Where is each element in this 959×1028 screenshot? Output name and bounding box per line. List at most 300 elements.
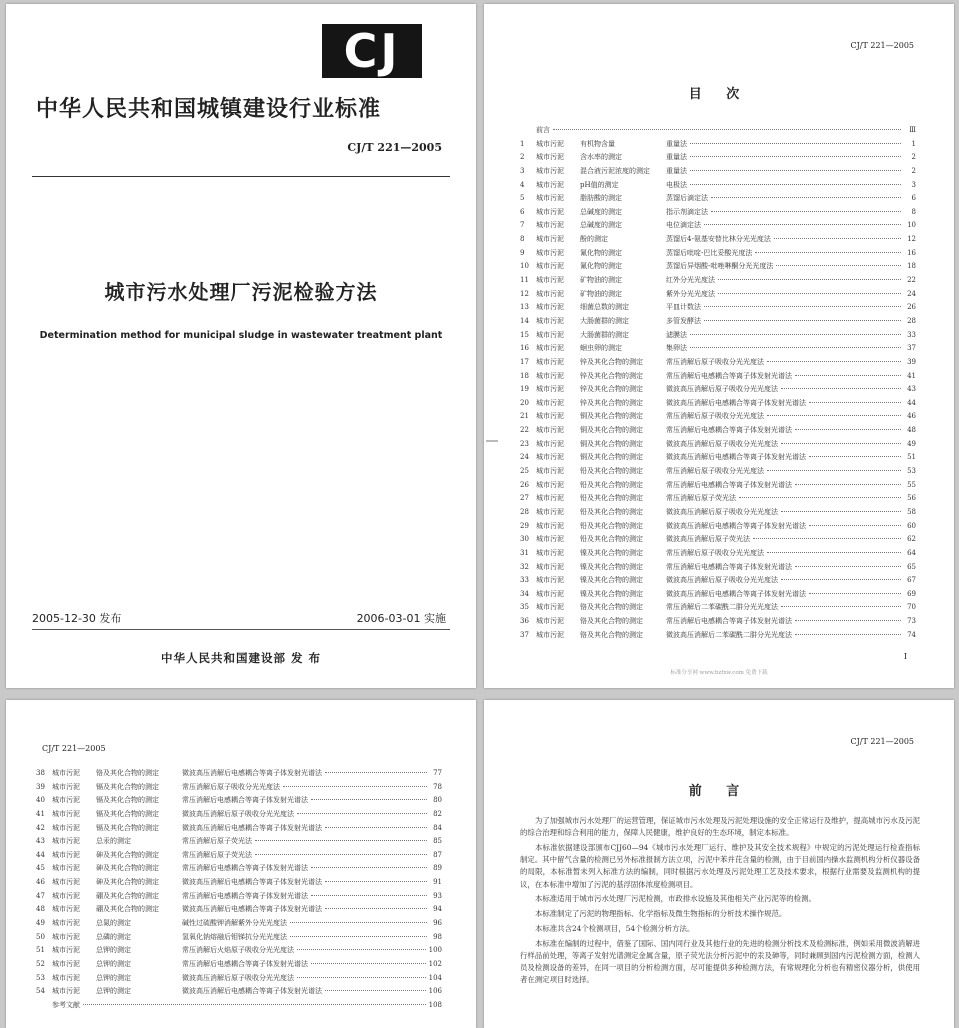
toc-entry-category: 城市污泥	[536, 357, 564, 366]
toc-entry[interactable]	[520, 233, 916, 247]
toc-entry[interactable]	[520, 397, 916, 411]
toc-entry[interactable]	[36, 794, 442, 808]
toc-entry-item: 有机物含量	[580, 139, 615, 148]
toc-entry-category: 城市污泥	[536, 398, 564, 407]
toc-entry-number: 31	[520, 548, 529, 557]
toc-entry-page: 6	[911, 194, 916, 203]
toc-entry-page: 28	[907, 316, 916, 325]
toc-entry-number: 52	[36, 959, 45, 968]
toc-entry[interactable]	[36, 917, 442, 931]
toc-entry-page: 100	[428, 946, 442, 955]
header-code: CJ/T 221—2005	[850, 737, 914, 746]
toc-entry-page: 51	[907, 453, 916, 462]
toc-entry[interactable]	[520, 288, 916, 302]
issue-date: 2005-12-30 发布	[32, 612, 122, 625]
toc-entry-item: 铬及其化合物的测定	[580, 617, 643, 626]
toc-entry-category: 城市污泥	[536, 153, 564, 162]
toc-entry-item: 铜及其化合物的测定	[580, 453, 643, 462]
toc-leader-dots	[795, 375, 901, 376]
toc-entry-number: 28	[520, 507, 529, 516]
toc-leader-dots	[809, 402, 901, 403]
toc-entry-page: 104	[428, 973, 442, 982]
toc-entry[interactable]	[520, 124, 916, 138]
toc-entry-method: 平皿计数法	[666, 303, 701, 312]
toc-entry-number: 8	[520, 235, 525, 244]
toc-entry-item: 总磷的测定	[96, 932, 131, 941]
toc-entry-method: 重量法	[666, 139, 687, 148]
toc-leader-dots	[809, 593, 901, 594]
toc-entry-item: 总碱度的测定	[580, 221, 622, 230]
toc-entry-page: 70	[907, 603, 916, 612]
foreword-body	[520, 815, 920, 989]
title-en: Determination method for municipal sludge in wastewater treatment plant	[39, 330, 443, 341]
toc-entry-method: 蒸馏后滴定法	[666, 194, 708, 203]
toc-entry[interactable]	[520, 151, 916, 165]
header-code: CJ/T 221—2005	[42, 744, 106, 753]
toc-entry-page: 1	[911, 139, 916, 148]
foreword-paragraph: 本标准共含24个检测项目，54个检测分析方法。	[535, 924, 695, 933]
toc-entry-category: 城市污泥	[536, 548, 564, 557]
toc-entry-item: 细菌总数的测定	[580, 303, 629, 312]
toc-entry-category: 城市污泥	[52, 946, 80, 955]
toc-entry[interactable]	[520, 601, 916, 615]
toc-leader-dots	[781, 388, 901, 389]
toc-entry-method: 微波高压消解后电感耦合等离子体发射光谱法	[182, 769, 322, 777]
toc-entry-category: 城市污泥	[52, 850, 80, 859]
toc-entry-item: 砷及其化合物的测定	[96, 864, 159, 873]
toc-entry[interactable]	[520, 206, 916, 220]
toc-entry[interactable]	[36, 944, 442, 958]
toc-entry-number: 17	[520, 357, 529, 366]
toc-entry[interactable]	[36, 931, 442, 945]
toc-entry[interactable]	[520, 588, 916, 602]
toc-entry-category: 城市污泥	[536, 330, 564, 339]
toc-entry-category: 城市污泥	[536, 344, 564, 353]
toc-entry-item: 镉及其化合物的测定	[96, 809, 159, 818]
toc-entry-item: 氰化物的测定	[580, 262, 622, 271]
toc-entry-category: 城市污泥	[52, 987, 80, 996]
toc-entry-page: 78	[433, 782, 442, 791]
toc-entry-item: 镍及其化合物的测定	[580, 548, 643, 557]
toc-leader-dots	[776, 265, 901, 266]
toc-leader-dots	[311, 799, 427, 800]
toc-entry-category: 城市污泥	[52, 796, 80, 805]
toc-entry-item: 镉及其化合物的测定	[96, 823, 159, 832]
toc-entry-page: 80	[433, 796, 442, 805]
toc-entry-page: 91	[433, 878, 442, 887]
toc-entry-page: 108	[428, 1000, 442, 1009]
toc-list	[36, 767, 442, 1013]
toc-entry-method: 微波高压消解后原子吸收分光光度法	[182, 809, 294, 818]
toc-entry[interactable]	[36, 972, 442, 986]
toc-entry[interactable]	[520, 465, 916, 479]
toc-entry[interactable]	[520, 506, 916, 520]
toc-entry-item: 锌及其化合物的测定	[580, 385, 643, 394]
toc-entry[interactable]	[520, 574, 916, 588]
toc-entry-method: 微波高压消解后原子荧光法	[666, 535, 750, 544]
toc-entry-category: 城市污泥	[52, 932, 80, 941]
toc-entry-page: Ⅲ	[909, 126, 916, 134]
toc-entry-category: 城市污泥	[536, 426, 564, 435]
toc-entry-category: 城市污泥	[52, 891, 80, 900]
toc-leader-dots	[795, 429, 901, 430]
toc-entry-number: 51	[36, 946, 45, 955]
toc-leader-dots	[711, 211, 901, 212]
toc-page-2	[6, 700, 476, 1028]
toc-entry-category: 城市污泥	[52, 769, 80, 777]
toc-entry-category: 城市污泥	[52, 878, 80, 887]
toc-entry[interactable]	[520, 424, 916, 438]
toc-entry[interactable]	[520, 192, 916, 206]
toc-entry-page: 73	[907, 617, 916, 626]
toc-entry[interactable]	[520, 165, 916, 179]
toc-entry-method: 微波高压消解后电感耦合等离子体发射光谱法	[666, 589, 806, 598]
toc-entry-page: 94	[433, 905, 442, 914]
toc-entry-number: 54	[36, 987, 45, 996]
toc-entry[interactable]	[36, 835, 442, 849]
toc-leader-dots	[704, 320, 901, 321]
toc-entry-number: 5	[520, 194, 525, 203]
toc-leader-dots	[795, 634, 901, 635]
toc-entry[interactable]	[520, 520, 916, 534]
toc-entry-page: 16	[907, 248, 916, 257]
cover-divider	[32, 176, 450, 177]
toc-entry-page: 62	[907, 535, 916, 544]
toc-entry-number: 1	[520, 139, 525, 148]
toc-entry-method: 微波高压消解后原子吸收分光光度法	[182, 973, 294, 982]
toc-entry-page: 8	[911, 207, 916, 216]
toc-entry-page: 39	[907, 357, 916, 366]
toc-entry-page: 2	[911, 166, 916, 175]
toc-entry-method: 集卵法	[666, 344, 687, 353]
toc-entry-method: 常压消解后电感耦合等离子体发射光谱法	[666, 562, 792, 571]
toc-entry-item: 矿物油的测定	[580, 276, 622, 285]
toc-entry-page: 33	[907, 330, 916, 339]
toc-entry-item: 脂肪酸的测定	[580, 194, 622, 203]
toc-entry-number: 47	[36, 891, 45, 900]
toc-entry-method: 微波高压消解后电感耦合等离子体发射光谱法	[666, 521, 806, 530]
toc-entry-category: 城市污泥	[536, 562, 564, 571]
toc-entry-category: 城市污泥	[536, 262, 564, 271]
toc-entry-item: 大肠菌群的测定	[580, 316, 629, 325]
toc-entry-number: 33	[520, 576, 529, 585]
toc-entry-item: 铅及其化合物的测定	[580, 507, 643, 516]
toc-entry-category: 城市污泥	[52, 823, 80, 832]
toc-entry-number: 4	[520, 180, 525, 189]
toc-entry-page: 37	[907, 344, 916, 353]
toc-entry-page: 82	[433, 809, 442, 818]
toc-leader-dots	[290, 922, 427, 923]
toc-entry-number: 16	[520, 344, 529, 353]
toc-entry-number: 37	[520, 630, 529, 639]
toc-leader-dots	[767, 470, 901, 471]
toc-entry[interactable]	[36, 767, 442, 781]
toc-entry[interactable]	[520, 383, 916, 397]
toc-leader-dots	[781, 443, 901, 444]
toc-entry-item: 铬及其化合物的测定	[580, 630, 643, 639]
toc-entry-page: 48	[907, 426, 916, 435]
toc-entry-method: 红外分光光度法	[666, 276, 715, 285]
toc-entry-method: 蒸馏后4-氨基安替比林分光光度法	[666, 235, 771, 244]
toc-entry[interactable]	[520, 179, 916, 193]
page-number: I	[903, 652, 907, 661]
toc-entry[interactable]	[520, 451, 916, 465]
toc-entry-method: 常压消解后原子吸收分光光度法	[182, 782, 280, 791]
publisher: 中华人民共和国建设部 发 布	[160, 651, 321, 665]
toc-entry-item: 酚的测定	[580, 235, 608, 244]
toc-entry-method: 常压消解后电感耦合等离子体发射光谱法	[182, 864, 308, 873]
toc-entry-category: 城市污泥	[536, 603, 564, 612]
toc-entry-item: pH值的测定	[580, 180, 619, 189]
toc-entry-number: 2	[520, 153, 525, 162]
toc-entry-number: 3	[520, 166, 525, 175]
toc-entry-item: 总钾的测定	[96, 946, 131, 955]
toc-entry-method: 重量法	[666, 153, 687, 162]
toc-entry-category: 城市污泥	[536, 453, 564, 462]
toc-entry-number: 11	[520, 276, 529, 285]
toc-entry-category: 城市污泥	[52, 973, 80, 982]
toc-entry[interactable]	[520, 219, 916, 233]
toc-entry[interactable]	[36, 822, 442, 836]
toc-entry[interactable]	[520, 370, 916, 384]
toc-leader-dots	[781, 606, 901, 607]
toc-entry-item: 砷及其化合物的测定	[96, 850, 159, 859]
toc-entry-method: 常压消解后电感耦合等离子体发射光谱法	[666, 617, 792, 626]
toc-entry-item: 镉及其化合物的测定	[96, 782, 159, 791]
standard-code: CJ/T 221—2005	[347, 141, 442, 154]
toc-entry-number: 20	[520, 398, 529, 407]
toc-leader-dots	[553, 129, 901, 130]
toc-entry-item: 硼及其化合物的测定	[96, 891, 159, 900]
toc-entry-number: 49	[36, 919, 45, 928]
toc-entry-item: 大肠菌群的测定	[580, 330, 629, 339]
toc-entry-page: 89	[433, 864, 442, 873]
toc-entry-item: 铅及其化合物的测定	[580, 521, 643, 530]
toc-entry-number: 34	[520, 589, 529, 598]
toc-entry-category: 城市污泥	[536, 535, 564, 544]
toc-entry-number: 7	[520, 221, 525, 230]
toc-entry-number: 46	[36, 878, 45, 887]
toc-entry-method: 常压消解后电感耦合等离子体发射光谱法	[666, 371, 792, 380]
toc-entry-method: 常压消解后原子荧光法	[666, 494, 736, 503]
toc-entry[interactable]	[520, 492, 916, 506]
toc-entry-item: 氰化物的测定	[580, 248, 622, 257]
toc-entry-item: 铜及其化合物的测定	[580, 412, 643, 421]
toc-entry[interactable]	[520, 138, 916, 152]
header-code: CJ/T 221—2005	[850, 41, 914, 50]
toc-entry[interactable]	[36, 958, 442, 972]
toc-leader-dots	[690, 347, 901, 348]
toc-leader-dots	[809, 456, 901, 457]
toc-entry-item: 铅及其化合物的测定	[580, 494, 643, 503]
toc-entry-page: 53	[907, 467, 916, 476]
toc-entry-category: 城市污泥	[536, 289, 564, 298]
toc-entry[interactable]	[520, 274, 916, 288]
toc-page-1	[484, 4, 954, 688]
toc-entry-page: 3	[911, 180, 916, 189]
toc-entry-category: 城市污泥	[536, 166, 564, 175]
toc-entry[interactable]	[520, 342, 916, 356]
toc-entry-page: 98	[433, 932, 442, 941]
toc-entry-method: 蒸馏后异烟酸-吡唑啉酮分光光度法	[666, 262, 774, 271]
toc-entry-method: 微波高压消解后原子吸收分光光度法	[666, 385, 778, 394]
toc-entry[interactable]	[36, 985, 442, 999]
toc-entry[interactable]	[520, 301, 916, 315]
toc-entry-item: 铜及其化合物的测定	[580, 439, 643, 448]
toc-entry-item: 含水率的测定	[580, 153, 622, 162]
toc-leader-dots	[690, 184, 901, 185]
toc-entry-number: 50	[36, 932, 45, 941]
toc-leader-dots	[83, 1004, 426, 1005]
toc-leader-dots	[774, 238, 901, 239]
toc-entry[interactable]	[36, 999, 442, 1013]
foreword-paragraph: 为了加强城市污水处理厂的运营管理，保证城市污水处理及污泥处理设施的安全正常运行及维护，提高城市污水及污泥的综合治理和综合利用的能力，保障人民健康，维护良好的生态环境，制定本标准。	[520, 816, 920, 838]
toc-entry-method: 微波高压消解后电感耦合等离子体发射光谱法	[182, 878, 322, 887]
toc-entry-category: 城市污泥	[536, 467, 564, 476]
toc-entry-method: 微波高压消解后二苯碳酰二肼分光光度法	[666, 630, 792, 639]
title-cn: 城市污水处理厂污泥检验方法	[104, 280, 378, 304]
toc-leader-dots	[311, 867, 427, 868]
toc-entry-number: 35	[520, 603, 529, 612]
toc-entry[interactable]	[520, 479, 916, 493]
toc-entry-category: 参考文献	[52, 1000, 80, 1009]
toc-entry[interactable]	[520, 356, 916, 370]
toc-entry-category: 城市污泥	[536, 521, 564, 530]
toc-entry[interactable]	[36, 890, 442, 904]
toc-entry-number: 13	[520, 303, 529, 312]
foreword-page	[484, 700, 954, 1028]
toc-entry[interactable]	[520, 547, 916, 561]
toc-entry-category: 城市污泥	[52, 864, 80, 873]
toc-entry-item: 矿物油的测定	[580, 289, 622, 298]
toc-entry-method: 常压消解后原子吸收分光光度法	[666, 467, 764, 476]
toc-entry-page: 106	[428, 987, 442, 996]
toc-entry-number: 15	[520, 330, 529, 339]
toc-leader-dots	[690, 334, 901, 335]
toc-entry[interactable]	[520, 260, 916, 274]
toc-entry-number: 25	[520, 467, 529, 476]
toc-entry-item: 锌及其化合物的测定	[580, 398, 643, 407]
toc-entry-page: 24	[907, 289, 916, 298]
toc-entry-page: 43	[907, 385, 916, 394]
toc-entry-category: 城市污泥	[536, 248, 564, 257]
foreword-paragraph: 本标准依据建设部颁布CJJ60—94《城市污水处理厂运行、维护及其安全技术规程》中规定的污泥处理运行检查指标制定。其中留气含量的检测已另外标准报制方法立项，污泥中苯并芘含量的检测，由于目前国内操水监测机构分析仪器设备的局限，本标准暂未列入标准方法的编制，同时根据污水处理及污泥处理工艺及技术要求，根据行业需要及监测机构的提议，在本标准中增加了污泥的基浮固体浓度检测项目。	[520, 843, 920, 889]
toc-entry[interactable]	[520, 629, 916, 643]
toc-entry[interactable]	[520, 315, 916, 329]
toc-entry-item: 铅及其化合物的测定	[580, 467, 643, 476]
toc-entry-item: 铅及其化合物的测定	[580, 480, 643, 489]
toc-entry[interactable]	[36, 808, 442, 822]
foreword-paragraph: 本标准适用于城市污水处理厂污泥检测，市政排水设施及其他相关产业污泥等的检测。	[535, 894, 816, 904]
toc-entry[interactable]	[520, 561, 916, 575]
toc-entry-method: 常压消解后原子吸收分光光度法	[666, 548, 764, 557]
toc-entry[interactable]	[36, 781, 442, 795]
toc-entry-item: 镍及其化合物的测定	[580, 589, 643, 598]
toc-leader-dots	[690, 143, 901, 144]
toc-entry-number: 36	[520, 617, 529, 626]
toc-entry-method: 多管发酵法	[666, 316, 701, 325]
toc-entry-page: 102	[428, 959, 442, 968]
toc-entry-item: 砷及其化合物的测定	[96, 878, 159, 887]
toc-entry-method: 重量法	[666, 166, 687, 175]
toc-entry-page: 10	[907, 221, 916, 230]
toc-entry[interactable]	[520, 329, 916, 343]
toc-entry-page: 22	[907, 276, 916, 285]
toc-entry-number: 53	[36, 973, 45, 982]
cj-logo: CJ	[322, 24, 422, 78]
toc-entry-category: 城市污泥	[536, 589, 564, 598]
watermark: 标准分享网 www.bzfxw.com 免费下载	[670, 670, 768, 676]
toc-entry-page: 26	[907, 303, 916, 312]
toc-leader-dots	[767, 552, 901, 553]
toc-entry-method: 常压消解后电感耦合等离子体发射光谱法	[182, 796, 308, 805]
toc-entry-category: 城市污泥	[536, 221, 564, 230]
toc-leader-dots	[795, 484, 901, 485]
toc-entry[interactable]	[36, 876, 442, 890]
toc-entry[interactable]	[36, 849, 442, 863]
toc-title: 目 次	[688, 87, 750, 102]
toc-entry[interactable]	[520, 533, 916, 547]
cover-page	[6, 4, 476, 688]
toc-entry[interactable]	[36, 862, 442, 876]
toc-entry-page: 77	[433, 769, 442, 777]
toc-entry-category: 城市污泥	[52, 959, 80, 968]
toc-entry-category: 城市污泥	[536, 494, 564, 503]
toc-entry-page: 58	[907, 507, 916, 516]
toc-entry-category: 城市污泥	[536, 316, 564, 325]
toc-entry-method: 微波高压消解后电感耦合等离子体发射光谱法	[182, 905, 322, 914]
toc-entry-page: 85	[433, 837, 442, 846]
toc-entry[interactable]	[520, 410, 916, 424]
toc-entry-number: 23	[520, 439, 529, 448]
toc-entry-item: 镉及其化合物的测定	[96, 796, 159, 805]
toc-entry-item: 混合液污泥浓度的测定	[580, 166, 650, 175]
toc-entry-page: 60	[907, 521, 916, 530]
toc-entry-method: 电位滴定法	[666, 221, 701, 230]
toc-entry-category: 城市污泥	[52, 809, 80, 818]
toc-entry-item: 铬及其化合物的测定	[580, 603, 643, 612]
toc-leader-dots	[739, 497, 901, 498]
toc-entry-number: 44	[36, 850, 45, 859]
toc-leader-dots	[704, 224, 901, 225]
toc-entry-category: 城市污泥	[536, 412, 564, 421]
toc-entry-item: 总碱度的测定	[580, 207, 622, 216]
toc-entry-category: 前言	[536, 126, 550, 134]
toc-entry-item: 镍及其化合物的测定	[580, 562, 643, 571]
toc-entry-method: 电极法	[666, 180, 687, 189]
toc-entry[interactable]	[36, 903, 442, 917]
toc-entry-method: 微波高压消解后原子吸收分光光度法	[666, 576, 778, 585]
toc-leader-dots	[781, 579, 901, 580]
toc-entry[interactable]	[520, 438, 916, 452]
toc-entry-item: 铅及其化合物的测定	[580, 535, 643, 544]
toc-entry-method: 碱性过硫酸钾消解紫外分光光度法	[182, 919, 287, 928]
toc-entry-page: 41	[907, 371, 916, 380]
toc-entry-method: 微波高压消解后电感耦合等离子体发射光谱法	[666, 453, 806, 462]
toc-leader-dots	[753, 538, 901, 539]
toc-entry-method: 微波高压消解后原子吸收分光光度法	[666, 507, 778, 516]
toc-entry-category: 城市污泥	[536, 576, 564, 585]
toc-leader-dots	[690, 156, 901, 157]
toc-entry[interactable]	[520, 247, 916, 261]
cover-divider-bottom	[32, 629, 450, 630]
toc-entry-page: 2	[911, 153, 916, 162]
toc-entry[interactable]	[520, 615, 916, 629]
toc-entry-number: 26	[520, 480, 529, 489]
toc-leader-dots	[325, 772, 427, 773]
toc-leader-dots	[255, 840, 427, 841]
toc-entry-method: 常压消解后火焰原子吸收分光光度法	[182, 946, 294, 955]
